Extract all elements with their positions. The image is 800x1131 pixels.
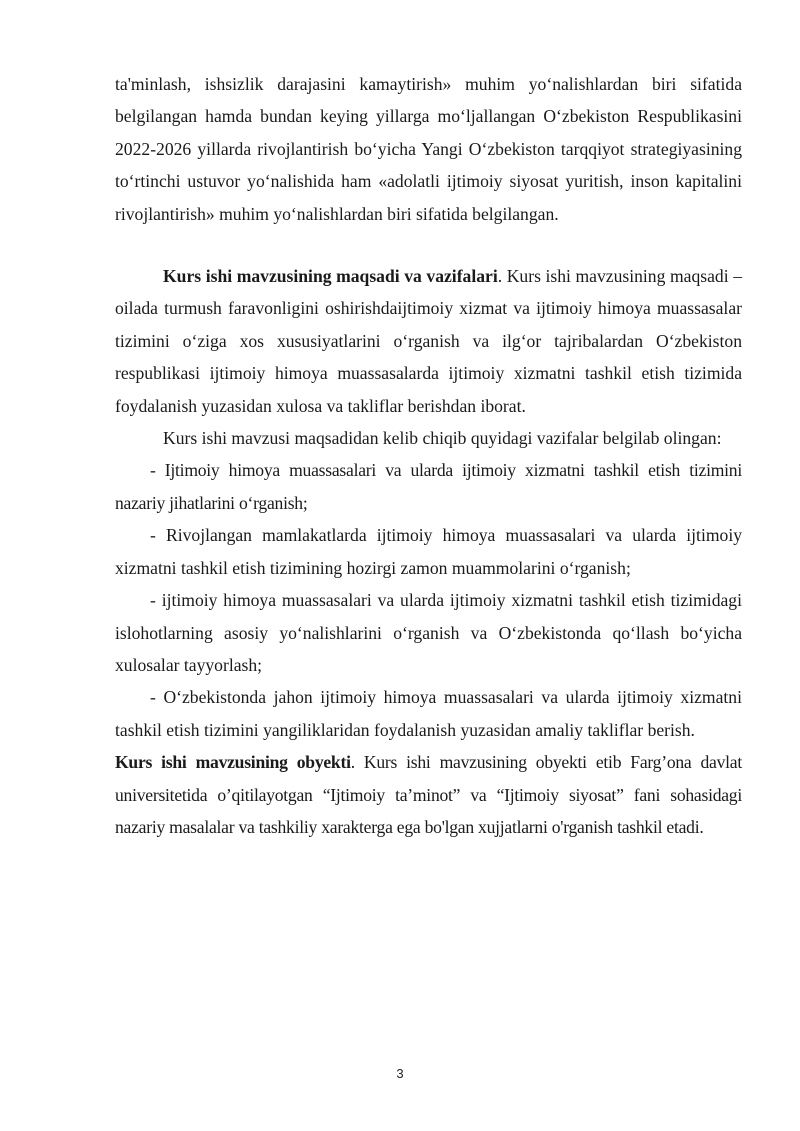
paragraph-tasks-intro: Kurs ishi mavzusi maqsadidan kelib chiqib quyidagi vazifalar belgilab olingan:: [163, 428, 722, 449]
task-item-4: - O‘zbekistonda jahon ijtimoiy himoya muassasalari va ularda ijtimoiy xizmatni tashkil etish tizimini yangiliklaridan foydalanish yuzasidan amaliy takliflar berish.: [115, 687, 742, 740]
page-number: 3: [396, 1066, 404, 1081]
task-item-3: - ijtimoiy himoya muassasalari va ularda ijtimoiy xizmatni tashkil etish tizimidagi islohotlarning asosiy yo‘nalishlarini o‘rganish va O‘zbekistonda qo‘llash bo‘yicha xulosalar tayyorlash;: [115, 590, 742, 675]
paragraph-gap: [115, 230, 742, 260]
body-text: [115, 68, 742, 843]
task-item-1: - Ijtimoiy himoya muassasalari va ularda ijtimoiy xizmatni tashkil etish tizimini nazariy jihatlarini o‘rganish;: [115, 460, 742, 513]
task-item-2: - Rivojlangan mamlakatlarda ijtimoiy himoya muassasalari va ularda ijtimoiy xizmatni tashkil etish tizimining hozirgi zamon muammolarini o‘rganish;: [115, 525, 742, 578]
paragraph-object: [115, 746, 742, 843]
goals-text: . Kurs ishi mavzusining maqsadi – oilada turmush faravonligini oshirishdaijtimoiy xizmat va ijtimoiy himoya muassasalar tizimini o‘ziga xos xususiyatlarini o‘rganish va ilg‘or tajribalardan O‘zbekiston respublikasi ijtimoiy himoya muassasalarda ijtimoiy xizmatni tashkil etish tizimida foydalanish yuzasidan xulosa va takliflar berishdan iborat.: [115, 266, 742, 416]
goals-heading: Kurs ishi mavzusining maqsadi va vazifalari: [163, 266, 498, 287]
object-heading: Kurs ishi mavzusining obyekti: [115, 752, 351, 773]
paragraph-intro: ta'minlash, ishsizlik darajasini kamaytirish» muhim yo‘nalishlardan biri sifatida belgilangan hamda bundan keying yillarga mo‘ljallangan O‘zbekiston Respublikasini 2022-2026 yillarda rivojlantirish bo‘yicha Yangi O‘zbekiston tarqqiyot strategiyasining to‘rtinchi ustuvor yo‘nalishida ham «adolatli ijtimoiy siyosat yuritish, inson kapitalini rivojlantirish» muhim yo‘nalishlardan biri sifatida belgilangan.: [115, 74, 742, 224]
object-text: . Kurs ishi mavzusining obyekti etib Farg’ona davlat universitetida o’qitilayotgan “Ijtimoiy ta’minot” va “Ijtimoiy siyosat” fani sohasidagi nazariy masalalar va tashkiliy xarakterga ega bo'lgan xujjatlarni o'rganish tashkil etadi.: [115, 752, 742, 837]
paragraph-goals: [115, 260, 742, 422]
